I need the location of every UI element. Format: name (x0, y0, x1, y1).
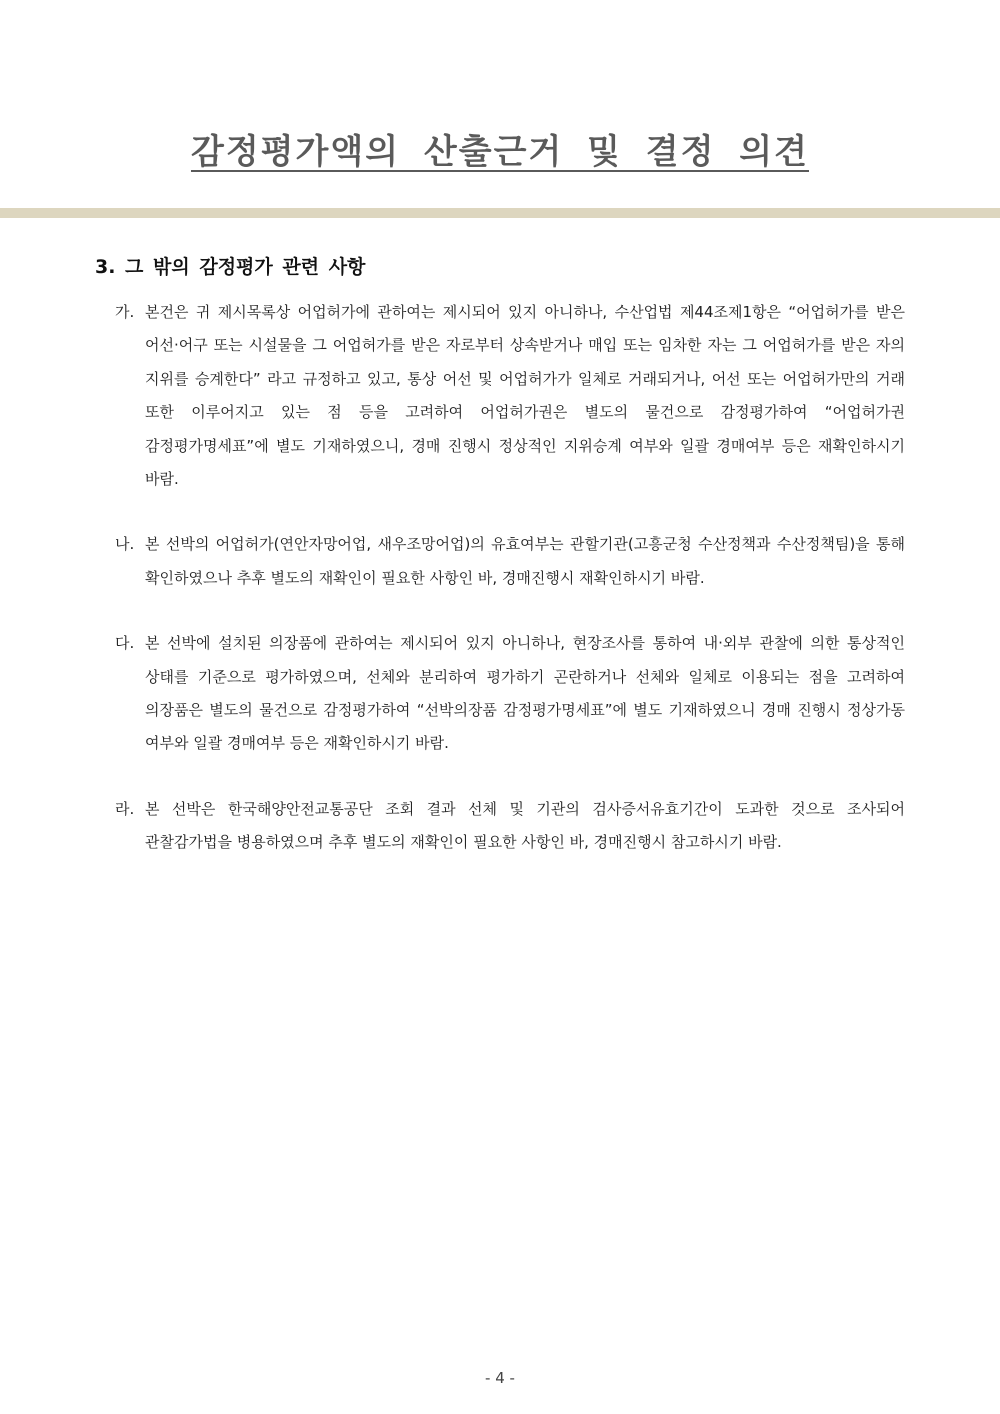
page-title: 감정평가액의 산출근거 및 결정 의견 (190, 132, 809, 172)
list-item (115, 793, 905, 860)
list-item (115, 296, 905, 496)
item-text: 본 선박에 설치된 의장품에 관하여는 제시되어 있지 아니하나, 현장조사를 통하여 내·외부 관찰에 의한 통상적인 상태를 기준으로 평가하였으며, 선체와 분리하여 평가하기 곤란하거나 선체와 일체로 이용되는 점을 고려하여 의장품은 별도의 물건으로 감정평가하여 “선박의장품 감정평가명세표”에 별도 기재하였으니 경매 진행시 정상가동 여부와 일괄 경매여부 등은 재확인하시기 바람. (145, 634, 905, 753)
section-heading: 3. 그 밖의 감정평가 관련 사항 (95, 256, 366, 278)
item-list (115, 296, 905, 892)
item-text: 본 선박은 한국해양안전교통공단 조회 결과 선체 및 기관의 검사증서유효기간이 도과한 것으로 조사되어 관찰감가법을 병용하였으며 추후 별도의 재확인이 필요한 사항인 바, 경매진행시 참고하시기 바람. (145, 799, 905, 852)
item-text: 본건은 귀 제시목록상 어업허가에 관하여는 제시되어 있지 아니하나, 수산업법 제44조제1항은 “어업허가를 받은 어선·어구 또는 시설물을 그 어업허가를 받은 자로부터 상속받거나 매입 또는 임차한 자는 그 어업허가를 받은 자의 지위를 승계한다” 라고 규정하고 있고, 통상 어선 및 어업허가가 일체로 거래되거나, 어선 또는 어업허가만의 거래 또한 이루어지고 있는 점 등을 고려하여 어업허가권은 별도의 물건으로 감정평가하여 “어업허가권 감정평가명세표”에 별도 기재하였으니, 경매 진행시 정상적인 지위승계 여부와 일괄 경매여부 등은 재확인하시기 바람. (145, 303, 905, 489)
page-number: - 4 - (485, 1369, 515, 1387)
item-marker: 가. (115, 303, 135, 321)
item-marker: 다. (115, 634, 135, 653)
page-title-area (0, 122, 1000, 182)
item-marker: 나. (115, 535, 135, 554)
list-item (115, 528, 905, 595)
item-text: 본 선박의 어업허가(연안자망어업, 새우조망어업)의 유효여부는 관할기관(고흥군청 수산정책과 수산정책팀)을 통해 확인하였으나 추후 별도의 재확인이 필요한 사항인 바, 경매진행시 재확인하시기 바람. (145, 535, 905, 587)
item-marker: 라. (115, 799, 135, 818)
title-divider (0, 208, 1000, 218)
list-item (115, 627, 905, 761)
